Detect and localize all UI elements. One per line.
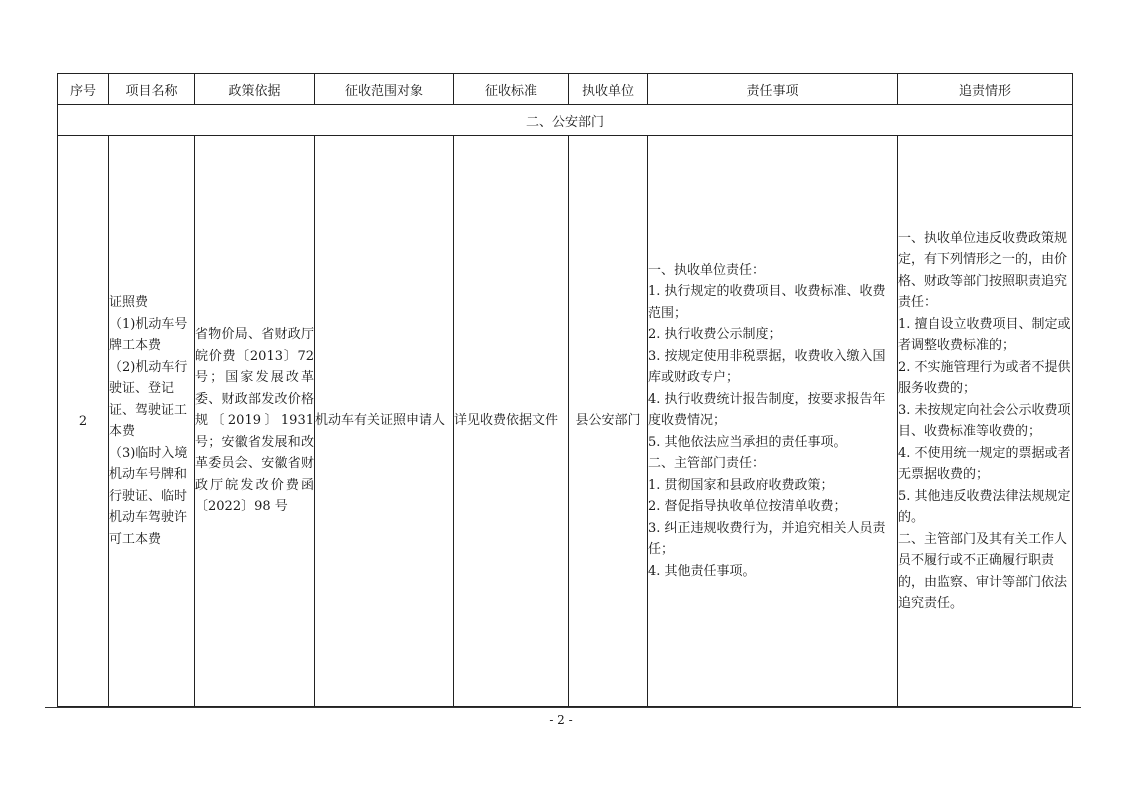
section-title: 二、公安部门: [58, 105, 1073, 136]
responsibilities-cell: [648, 136, 898, 707]
responsibility-item: 一、执收单位责任：: [648, 262, 766, 278]
responsibility-item: 3. 纠正违规收费行为，并追究相关人员责任；: [648, 520, 886, 558]
policy-basis-cell: 省物价局、省财政厅皖价费〔2013〕72 号；国家发展改革委、财政部发改价格规〔2019〕1931 号；安徽省发展和改革委员会、安徽省财政厅皖发改价费函〔2022〕98 号: [195, 136, 315, 707]
header-responsibilities: 责任事项: [648, 74, 898, 105]
accountability-item: 二、主管部门及其有关工作人员不履行或不正确履行职责的，由监察、审计等部门依法追究责任。: [898, 531, 1068, 611]
responsibility-item: 5. 其他依法应当承担的责任事项。: [648, 434, 847, 450]
standard-cell: 详见收费依据文件: [454, 136, 569, 707]
accountability-item: 5. 其他违反收费法律法规规定的。: [898, 488, 1071, 525]
responsibility-item: 2. 督促指导执收单位按清单收费；: [648, 499, 847, 515]
accountability-item: 2. 不实施管理行为或者不提供服务收费的；: [898, 359, 1071, 396]
section-row: [58, 105, 1073, 136]
header-standard: 征收标准: [454, 74, 569, 105]
responsibility-item: 2. 执行收费公示制度；: [648, 327, 782, 343]
responsibility-item: 1. 贯彻国家和县政府收费政策；: [648, 477, 834, 493]
bottom-rule: [45, 707, 1081, 708]
header-row: [58, 74, 1073, 105]
responsibility-item: 4. 其他责任事项。: [648, 563, 756, 579]
page-number: - 2 -: [549, 713, 573, 727]
header-policy-basis: 政策依据: [195, 74, 315, 105]
accountability-item: 4. 不使用统一规定的票据或者无票据收费的；: [898, 445, 1071, 482]
header-project-name: 项目名称: [109, 74, 195, 105]
responsibility-item: 4. 执行收费统计报告制度，按要求报告年度收费情况；: [648, 391, 886, 429]
scope-cell: 机动车有关证照申请人: [315, 136, 454, 707]
header-unit: 执收单位: [569, 74, 648, 105]
row-number: 2: [58, 136, 109, 707]
fee-table: [57, 73, 1073, 707]
header-number: 序号: [58, 74, 109, 105]
accountability-item: 3. 未按规定向社会公示收费项目、收费标准等收费的；: [898, 402, 1071, 439]
project-name-cell: 证照费 （1)机动车号牌工本费 （2)机动车行驶证、登记证、驾驶证工本费 （3)临时入境机动车号牌和行驶证、临时机动车驾驶许可工本费: [109, 136, 195, 707]
accountability-cell: [898, 136, 1073, 707]
accountability-item: 1. 擅自设立收费项目、制定或者调整收费标准的；: [898, 316, 1071, 353]
responsibility-item: 二、主管部门责任：: [648, 456, 766, 472]
header-scope: 征收范围对象: [315, 74, 454, 105]
responsibility-item: 3. 按规定使用非税票据，收费收入缴入国库或财政专户；: [648, 348, 886, 386]
responsibility-item: 1. 执行规定的收费项目、收费标准、收费范围；: [648, 284, 886, 321]
table-row: [58, 136, 1073, 707]
header-accountability: 追责情形: [898, 74, 1073, 105]
accountability-item: 一、执收单位违反收费政策规定，有下列情形之一的，由价格、财政等部门按照职责追究责任：: [898, 230, 1068, 310]
unit-cell: 县公安部门: [569, 136, 648, 707]
